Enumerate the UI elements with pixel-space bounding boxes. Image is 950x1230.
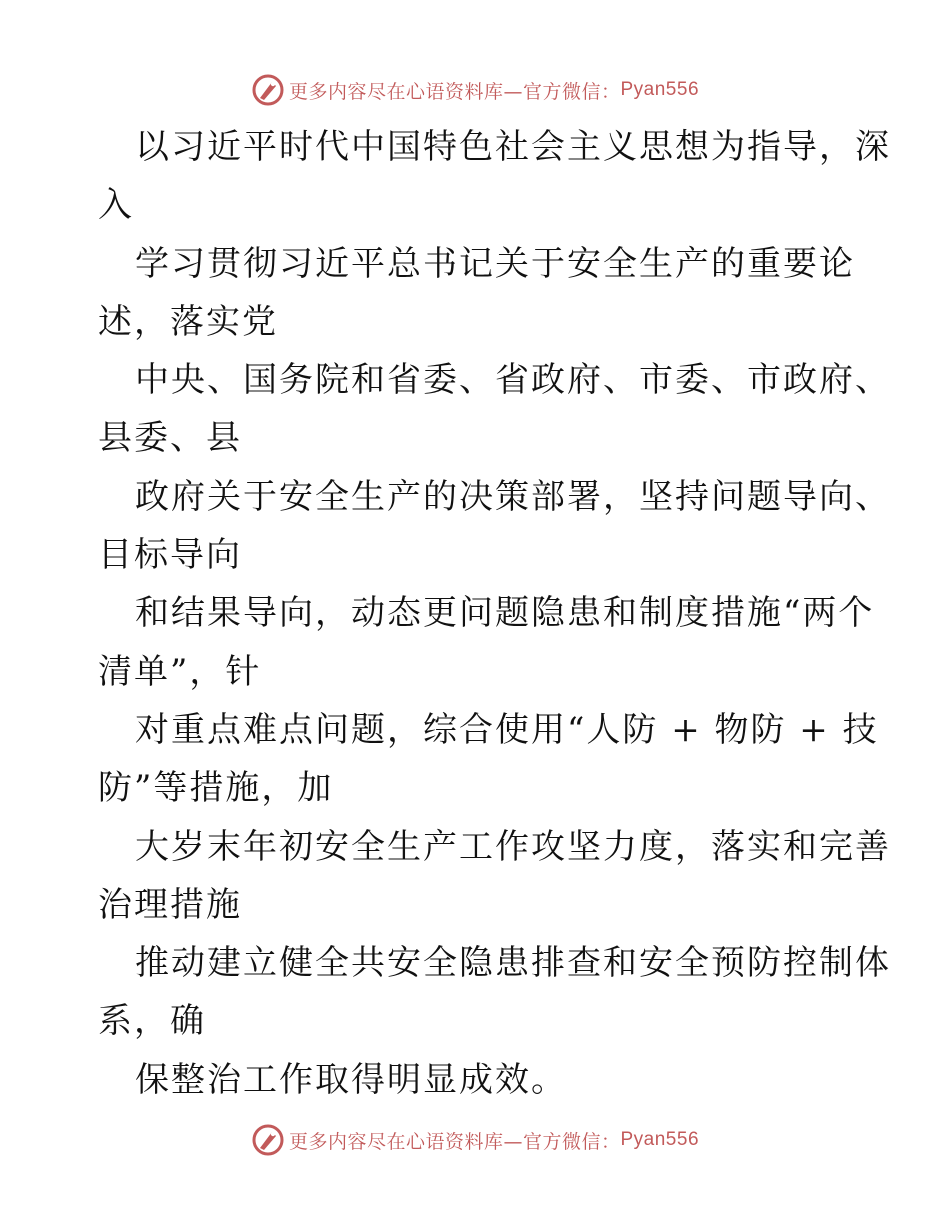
footer-watermark [0, 1120, 950, 1160]
text-line: 大岁末年初安全生产工作攻坚力度，落实和完善 [135, 826, 891, 867]
text-line: 推动建立健全共安全隐患排查和安全预防控制体 [135, 943, 891, 984]
watermark-text: 更多内容尽在心语资料库—官方微信： [288, 80, 621, 103]
text-line: 学习贯彻习近平总书记关于安全生产的重要论 [135, 243, 855, 284]
text-line: 目标导向 [98, 535, 242, 576]
text-line: 对重点难点问题，综合使用“人防 + 物防 + 技 [135, 709, 879, 750]
text-line: 治理措施 [98, 884, 242, 925]
watermark-handle: Pyan556 [620, 1129, 700, 1150]
watermark-handle: Pyan556 [620, 79, 700, 100]
document-body [98, 118, 891, 1109]
text-line: 保整治工作取得明显成效。 [135, 1059, 567, 1100]
text-line: 防”等措施，加 [98, 768, 334, 809]
watermark-text: 更多内容尽在心语资料库—官方微信： [288, 1130, 621, 1153]
text-line: 清单”，针 [98, 651, 262, 692]
text-line: 政府关于安全生产的决策部署，坚持问题导向、 [135, 476, 891, 517]
text-line: 中央、国务院和省委、省政府、市委、市政府、 [135, 360, 891, 401]
text-line: 和结果导向，动态更问题隐患和制度措施“两个 [135, 593, 875, 634]
text-line: 系，确 [98, 1001, 206, 1042]
text-line: 述，落实党 [98, 301, 278, 342]
pen-nib-logo-icon [251, 1123, 285, 1157]
text-line: 县委、县 [98, 418, 242, 459]
text-line: 以习近平时代中国特色社会主义思想为指导，深 [135, 127, 891, 167]
pen-nib-logo-icon [251, 73, 285, 107]
text-line: 入 [98, 185, 134, 226]
header-watermark [0, 70, 950, 110]
